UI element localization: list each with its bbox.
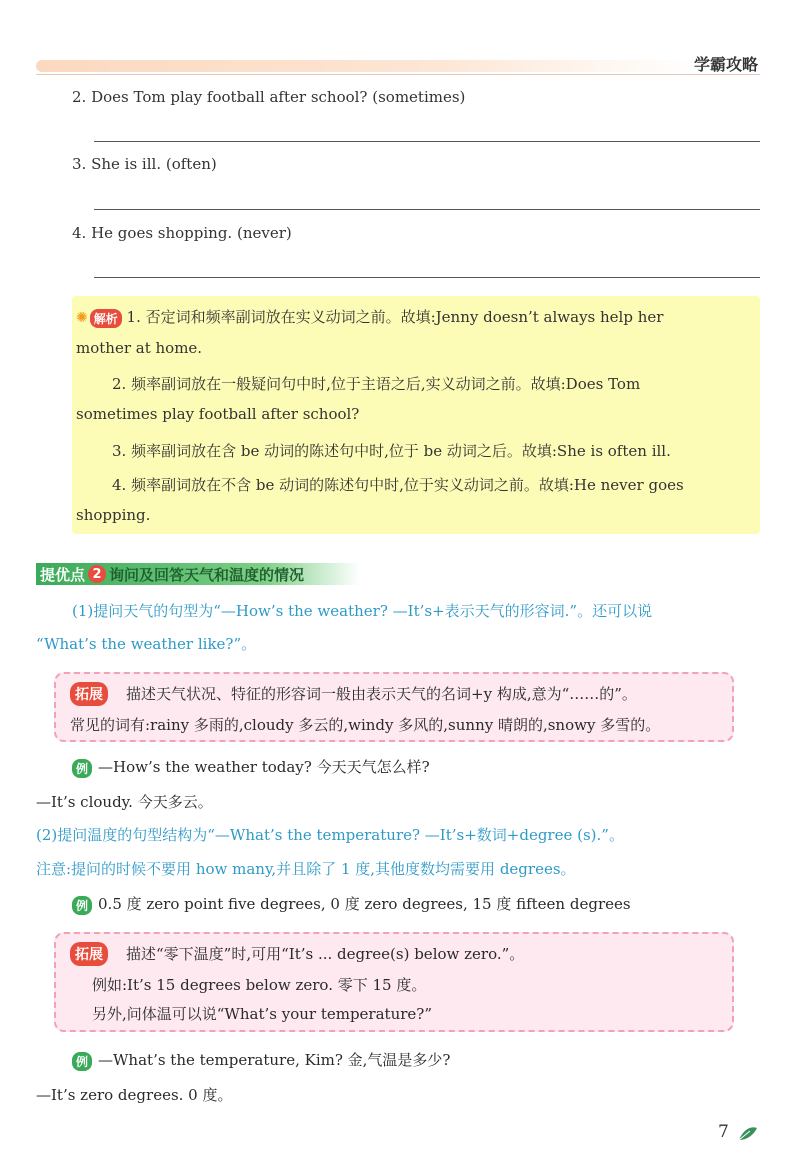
answer-line-2 [94, 141, 760, 142]
extension-2-line-3: 另外,问体温可以说“What’s your temperature?” [92, 1005, 432, 1023]
answer-line-3 [94, 209, 760, 210]
question-3: 3. She is ill. (often) [72, 155, 217, 173]
analysis-line-2: mother at home. [76, 339, 203, 357]
extension-1-line-1: 描述天气状况、特征的形容词一般由表示天气的名词+y 构成,意为“……的”。 [126, 685, 637, 703]
question-2: 2. Does Tom play football after school? (sometimes) [72, 88, 466, 106]
lightbulb-icon: ✺ [76, 310, 88, 326]
leaf-icon [736, 1122, 760, 1144]
section-heading [36, 563, 360, 585]
page-number: 7 [718, 1122, 729, 1142]
example-tag-2: 例 [72, 896, 92, 915]
paragraph-2-line-1: (2)提问温度的句型结构为“—What’s the temperature? —It’s+数词+degree (s).”。 [36, 826, 624, 844]
section-prefix: 提优点 [40, 565, 86, 584]
analysis-line-1 [76, 306, 663, 328]
answer-line-4 [94, 277, 760, 278]
example-3-line-2: —It’s zero degrees. 0 度。 [36, 1086, 233, 1104]
analysis-box [72, 296, 760, 534]
extension-box-2 [54, 932, 734, 1032]
example-tag-1: 例 [72, 759, 92, 778]
analysis-line-3: 2. 频率副词放在一般疑问句中时,位于主语之后,实义动词之前。故填:Does Tom [112, 375, 641, 393]
analysis-line-5: 3. 频率副词放在含 be 动词的陈述句中时,位于 be 动词之后。故填:She is often ill. [112, 442, 671, 460]
header-divider [36, 74, 760, 75]
extension-tag-1: 拓展 [70, 682, 108, 706]
extension-tag-2: 拓展 [70, 942, 108, 966]
analysis-line-6: 4. 频率副词放在不含 be 动词的陈述句中时,位于实义动词之前。故填:He never goes [112, 476, 684, 494]
section-number: 2 [88, 565, 106, 583]
extension-1-line-2: 常见的词有:rainy 多雨的,cloudy 多云的,windy 多风的,sunny 晴朗的,snowy 多雪的。 [70, 716, 661, 734]
example-2-line [72, 893, 631, 915]
extension-box-1 [54, 672, 734, 742]
example-3-text-1: —What’s the temperature, Kim? 金,气温是多少? [98, 1051, 451, 1069]
extension-2-line-2: 例如:It’s 15 degrees below zero. 零下 15 度。 [92, 976, 427, 994]
example-2-text: 0.5 度 zero point five degrees, 0 度 zero degrees, 15 度 fifteen degrees [98, 895, 631, 913]
analysis-tag: 解析 [90, 309, 122, 328]
header-title: 学霸攻略 [693, 55, 758, 74]
paragraph-2-line-2: 注意:提问的时候不要用 how many,并且除了 1 度,其他度数均需要用 degrees。 [36, 860, 576, 878]
analysis-text-1: 1. 否定词和频率副词放在实义动词之前。故填:Jenny doesn’t always help her [126, 308, 664, 326]
example-3-line-1 [72, 1049, 450, 1071]
example-1-text-1: —How’s the weather today? 今天天气怎么样? [98, 758, 430, 776]
analysis-line-7: shopping. [76, 506, 151, 524]
section-title: 询问及回答天气和温度的情况 [109, 565, 305, 584]
paragraph-1-line-1: (1)提问天气的句型为“—How’s the weather? —It’s+表示天气的形容词.”。还可以说 [72, 602, 653, 620]
question-4: 4. He goes shopping. (never) [72, 224, 292, 242]
header-bar [36, 60, 696, 72]
example-1-line-2: —It’s cloudy. 今天多云。 [36, 793, 213, 811]
extension-2-line-1: 描述“零下温度”时,可用“It’s ... degree(s) below zero.”。 [126, 945, 525, 963]
example-1-line-1 [72, 756, 430, 778]
paragraph-1-line-2: “What’s the weather like?”。 [36, 635, 257, 653]
example-tag-3: 例 [72, 1052, 92, 1071]
analysis-line-4: sometimes play football after school? [76, 405, 360, 423]
